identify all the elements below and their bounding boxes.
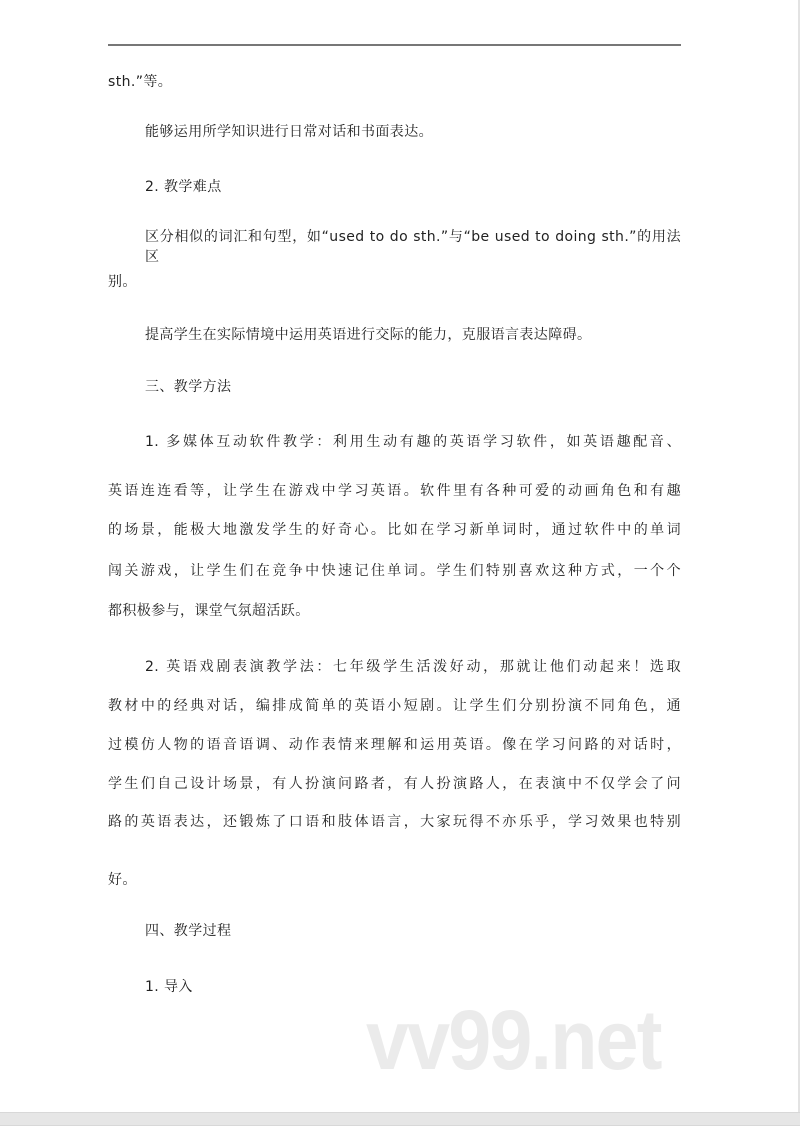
text-line: 英语连连看等，让学生在游戏中学习英语。软件里有各种可爱的动画角色和有趣 [108, 483, 681, 499]
watermark: vv99.net [366, 993, 661, 1087]
text-line: 区分相似的词汇和句型，如“used to do sth.”与“be used to doing sth.”的用法区 [145, 229, 681, 265]
header-rule [108, 44, 681, 46]
page-separator [0, 1112, 800, 1126]
text-line: 2. 英语戏剧表演教学法：七年级学生活泼好动，那就让他们动起来！选取 [145, 659, 681, 675]
text-line: 提高学生在实际情境中运用英语进行交际的能力，克服语言表达障碍。 [145, 327, 592, 343]
text-line: 好。 [108, 872, 137, 888]
text-line: 闯关游戏，让学生们在竞争中快速记住单词。学生们特别喜欢这种方式，一个个 [108, 563, 681, 579]
section-heading: 三、教学方法 [145, 379, 232, 395]
text-line: 都积极参与，课堂气氛超活跃。 [108, 603, 310, 619]
text-line: 教材中的经典对话，编排成简单的英语小短剧。让学生们分别扮演不同角色，通 [108, 698, 681, 714]
text-line: 路的英语表达，还锻炼了口语和肢体语言，大家玩得不亦乐乎，学习效果也特别 [108, 814, 681, 830]
text-line: 过模仿人物的语音语调、动作表情来理解和运用英语。像在学习问路的对话时， [108, 737, 681, 753]
section-heading: 2. 教学难点 [145, 179, 222, 195]
text-line: 1. 多媒体互动软件教学：利用生动有趣的英语学习软件，如英语趣配音、 [145, 434, 681, 450]
text-line: 学生们自己设计场景，有人扮演问路者，有人扮演路人，在表演中不仅学会了问 [108, 776, 681, 792]
text-line: sth.”等。 [108, 74, 173, 90]
section-heading: 四、教学过程 [145, 923, 232, 939]
text-line: 别。 [108, 274, 137, 290]
section-heading: 1. 导入 [145, 979, 193, 995]
text-line: 能够运用所学知识进行日常对话和书面表达。 [145, 124, 433, 140]
text-line: 的场景，能极大地激发学生的好奇心。比如在学习新单词时，通过软件中的单词 [108, 522, 681, 538]
